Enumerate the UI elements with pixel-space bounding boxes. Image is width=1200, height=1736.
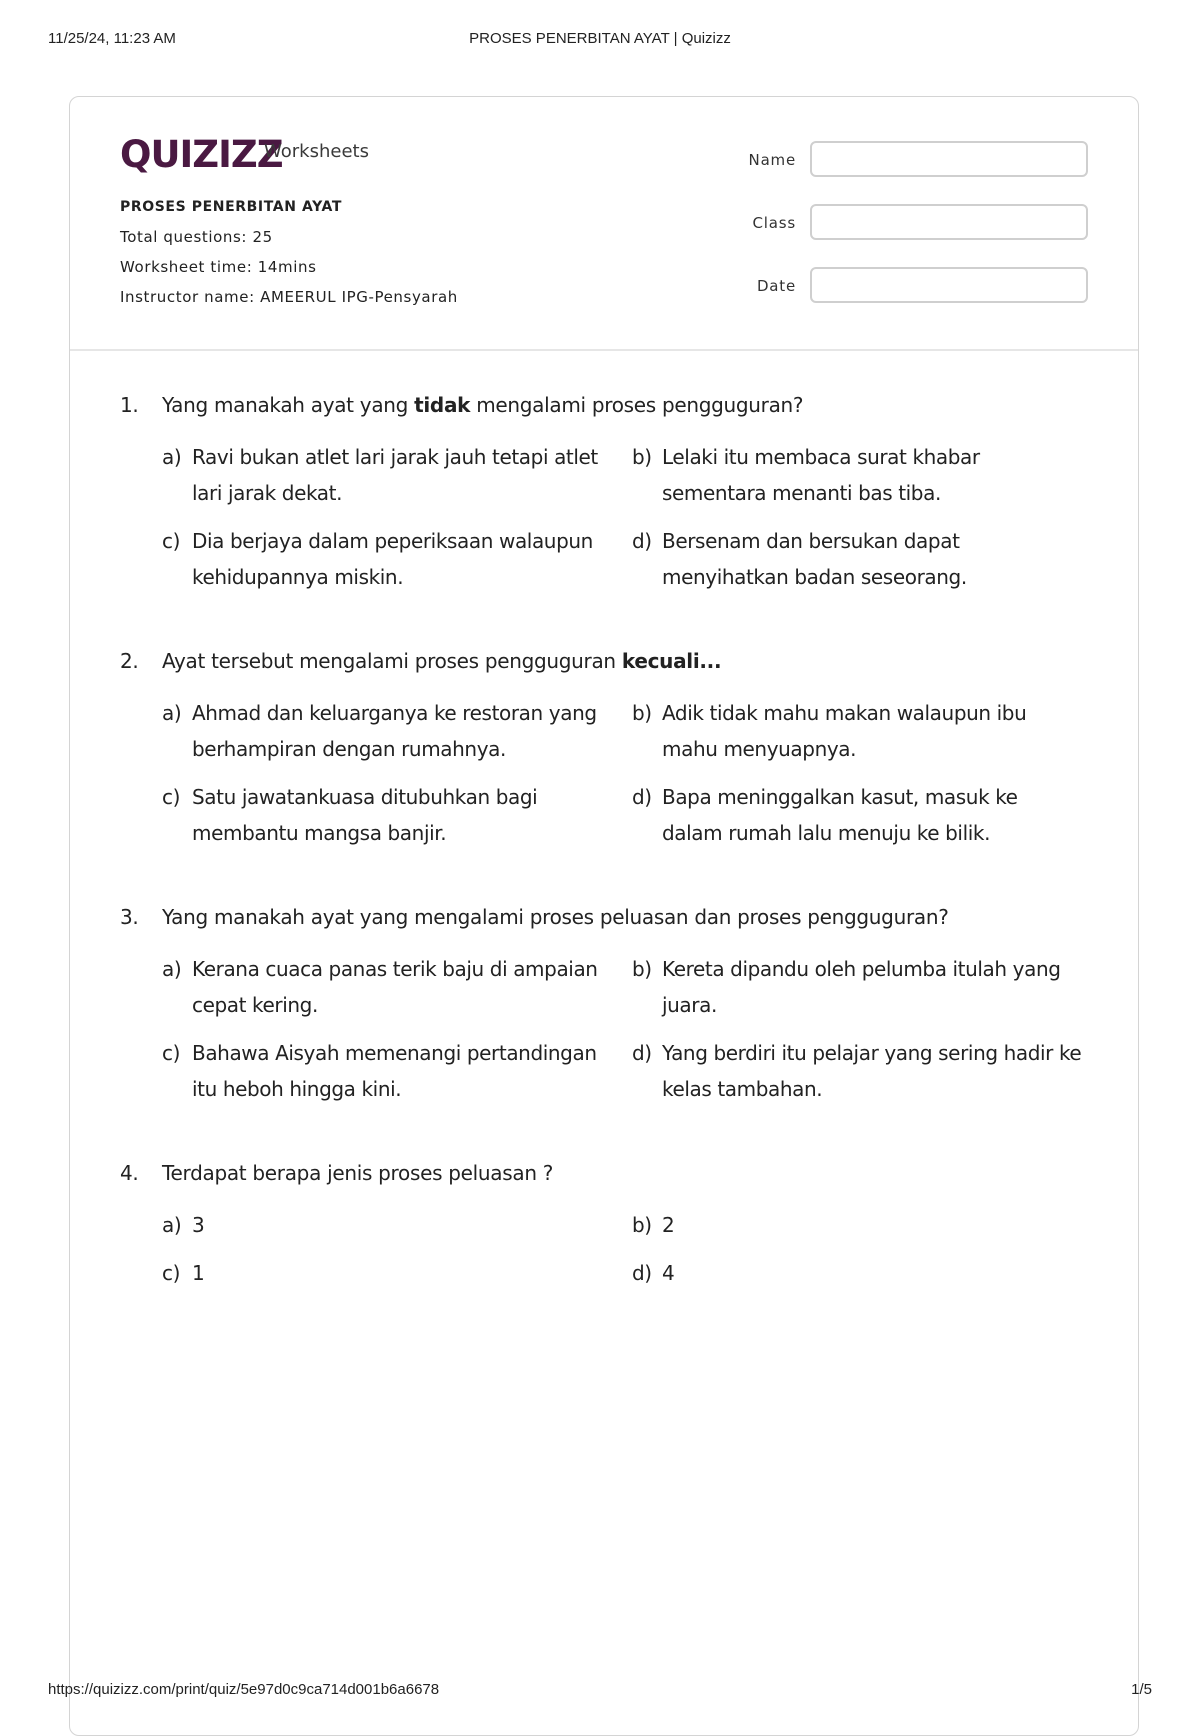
question-number: 1. — [120, 393, 139, 417]
logo-wordmark: QUIZIZZ — [120, 133, 283, 176]
option-d[interactable] — [632, 523, 1102, 595]
option-text: 4 — [662, 1261, 675, 1285]
option-a[interactable] — [162, 1207, 632, 1243]
question-text: Yang manakah ayat yang mengalami proses peluasan dan proses pengguguran? — [162, 905, 949, 929]
option-letter: a) — [162, 445, 182, 469]
option-letter: b) — [632, 445, 652, 469]
name-field — [748, 141, 1088, 179]
worksheet-title: PROSES PENERBITAN AYAT — [120, 199, 342, 215]
name-input[interactable] — [810, 141, 1088, 177]
date-field — [756, 267, 1088, 305]
date-label: Date — [756, 277, 796, 295]
option-text: Kereta dipandu oleh pelumba itulah yang juara. — [662, 957, 1061, 1017]
option-text: Ravi bukan atlet lari jarak jauh tetapi atlet lari jarak dekat. — [192, 445, 598, 505]
class-input[interactable] — [810, 204, 1088, 240]
option-letter: d) — [632, 1041, 652, 1065]
question-3 — [120, 903, 1100, 1107]
option-text: 3 — [192, 1213, 205, 1237]
instructor-name: Instructor name: AMEERUL IPG-Pensyarah — [120, 288, 458, 306]
option-d[interactable] — [632, 1255, 1102, 1291]
option-a[interactable] — [162, 439, 632, 511]
option-letter: c) — [162, 529, 180, 553]
question-list — [120, 391, 1100, 1343]
option-text: Yang berdiri itu pelajar yang sering hadir ke kelas tambahan. — [662, 1041, 1082, 1101]
class-field — [752, 204, 1088, 242]
option-b[interactable] — [632, 951, 1102, 1023]
option-letter: c) — [162, 785, 180, 809]
option-text: Lelaki itu membaca surat khabar sementara menanti bas tiba. — [662, 445, 980, 505]
option-text: Adik tidak mahu makan walaupun ibu mahu menyuapnya. — [662, 701, 1027, 761]
answer-options — [162, 951, 1100, 1107]
option-text: 2 — [662, 1213, 675, 1237]
option-c[interactable] — [162, 1035, 632, 1107]
option-letter: d) — [632, 1261, 652, 1285]
print-title: PROSES PENERBITAN AYAT | Quizizz — [469, 30, 731, 47]
question-number: 2. — [120, 649, 139, 673]
option-letter: c) — [162, 1041, 180, 1065]
print-url[interactable]: https://quizizz.com/print/quiz/5e97d0c9ca714d001b6a6678 — [48, 1681, 440, 1698]
total-questions: Total questions: 25 — [120, 228, 273, 246]
question-number: 4. — [120, 1161, 139, 1185]
option-text: Dia berjaya dalam peperiksaan walaupun kehidupannya miskin. — [192, 529, 593, 589]
option-text: Kerana cuaca panas terik baju di ampaian cepat kering. — [192, 957, 598, 1017]
question-text: Yang manakah ayat yang tidak mengalami proses pengguguran? — [162, 393, 804, 417]
option-b[interactable] — [632, 439, 1102, 511]
option-text: Bapa meninggalkan kasut, masuk ke dalam rumah lalu menuju ke bilik. — [662, 785, 1018, 845]
option-letter: b) — [632, 957, 652, 981]
question-4 — [120, 1159, 1100, 1291]
class-label: Class — [752, 214, 796, 232]
option-letter: a) — [162, 701, 182, 725]
question-text: Ayat tersebut mengalami proses pengguguran kecuali... — [162, 649, 722, 673]
option-letter: b) — [632, 1213, 652, 1237]
option-b[interactable] — [632, 1207, 1102, 1243]
option-text: Bahawa Aisyah memenangi pertandingan itu heboh hingga kini. — [192, 1041, 597, 1101]
option-a[interactable] — [162, 951, 632, 1023]
date-input[interactable] — [810, 267, 1088, 303]
option-d[interactable] — [632, 779, 1102, 851]
logo-subtitle: Worksheets — [264, 141, 369, 162]
question-number: 3. — [120, 905, 139, 929]
question-text: Terdapat berapa jenis proses peluasan ? — [162, 1161, 554, 1185]
answer-options — [162, 439, 1100, 595]
option-d[interactable] — [632, 1035, 1102, 1107]
question-2 — [120, 647, 1100, 851]
option-text: Satu jawatankuasa ditubuhkan bagi membantu mangsa banjir. — [192, 785, 538, 845]
option-c[interactable] — [162, 1255, 632, 1291]
option-letter: c) — [162, 1261, 180, 1285]
option-a[interactable] — [162, 695, 632, 767]
worksheet-time: Worksheet time: 14mins — [120, 258, 317, 276]
option-letter: b) — [632, 701, 652, 725]
option-letter: a) — [162, 1213, 182, 1237]
option-text: Bersenam dan bersukan dapat menyihatkan badan seseorang. — [662, 529, 967, 589]
option-letter: d) — [632, 785, 652, 809]
option-c[interactable] — [162, 779, 632, 851]
option-text: 1 — [192, 1261, 205, 1285]
option-text: Ahmad dan keluarganya ke restoran yang berhampiran dengan rumahnya. — [192, 701, 597, 761]
name-label: Name — [748, 151, 796, 169]
answer-options — [162, 695, 1100, 851]
option-c[interactable] — [162, 523, 632, 595]
option-letter: a) — [162, 957, 182, 981]
page-number: 1/5 — [1131, 1681, 1152, 1698]
worksheet-header — [70, 97, 1138, 351]
print-datetime: 11/25/24, 11:23 AM — [48, 30, 176, 47]
question-1 — [120, 391, 1100, 595]
option-letter: d) — [632, 529, 652, 553]
worksheet-card — [69, 96, 1139, 1736]
answer-options — [162, 1207, 1100, 1291]
option-b[interactable] — [632, 695, 1102, 767]
